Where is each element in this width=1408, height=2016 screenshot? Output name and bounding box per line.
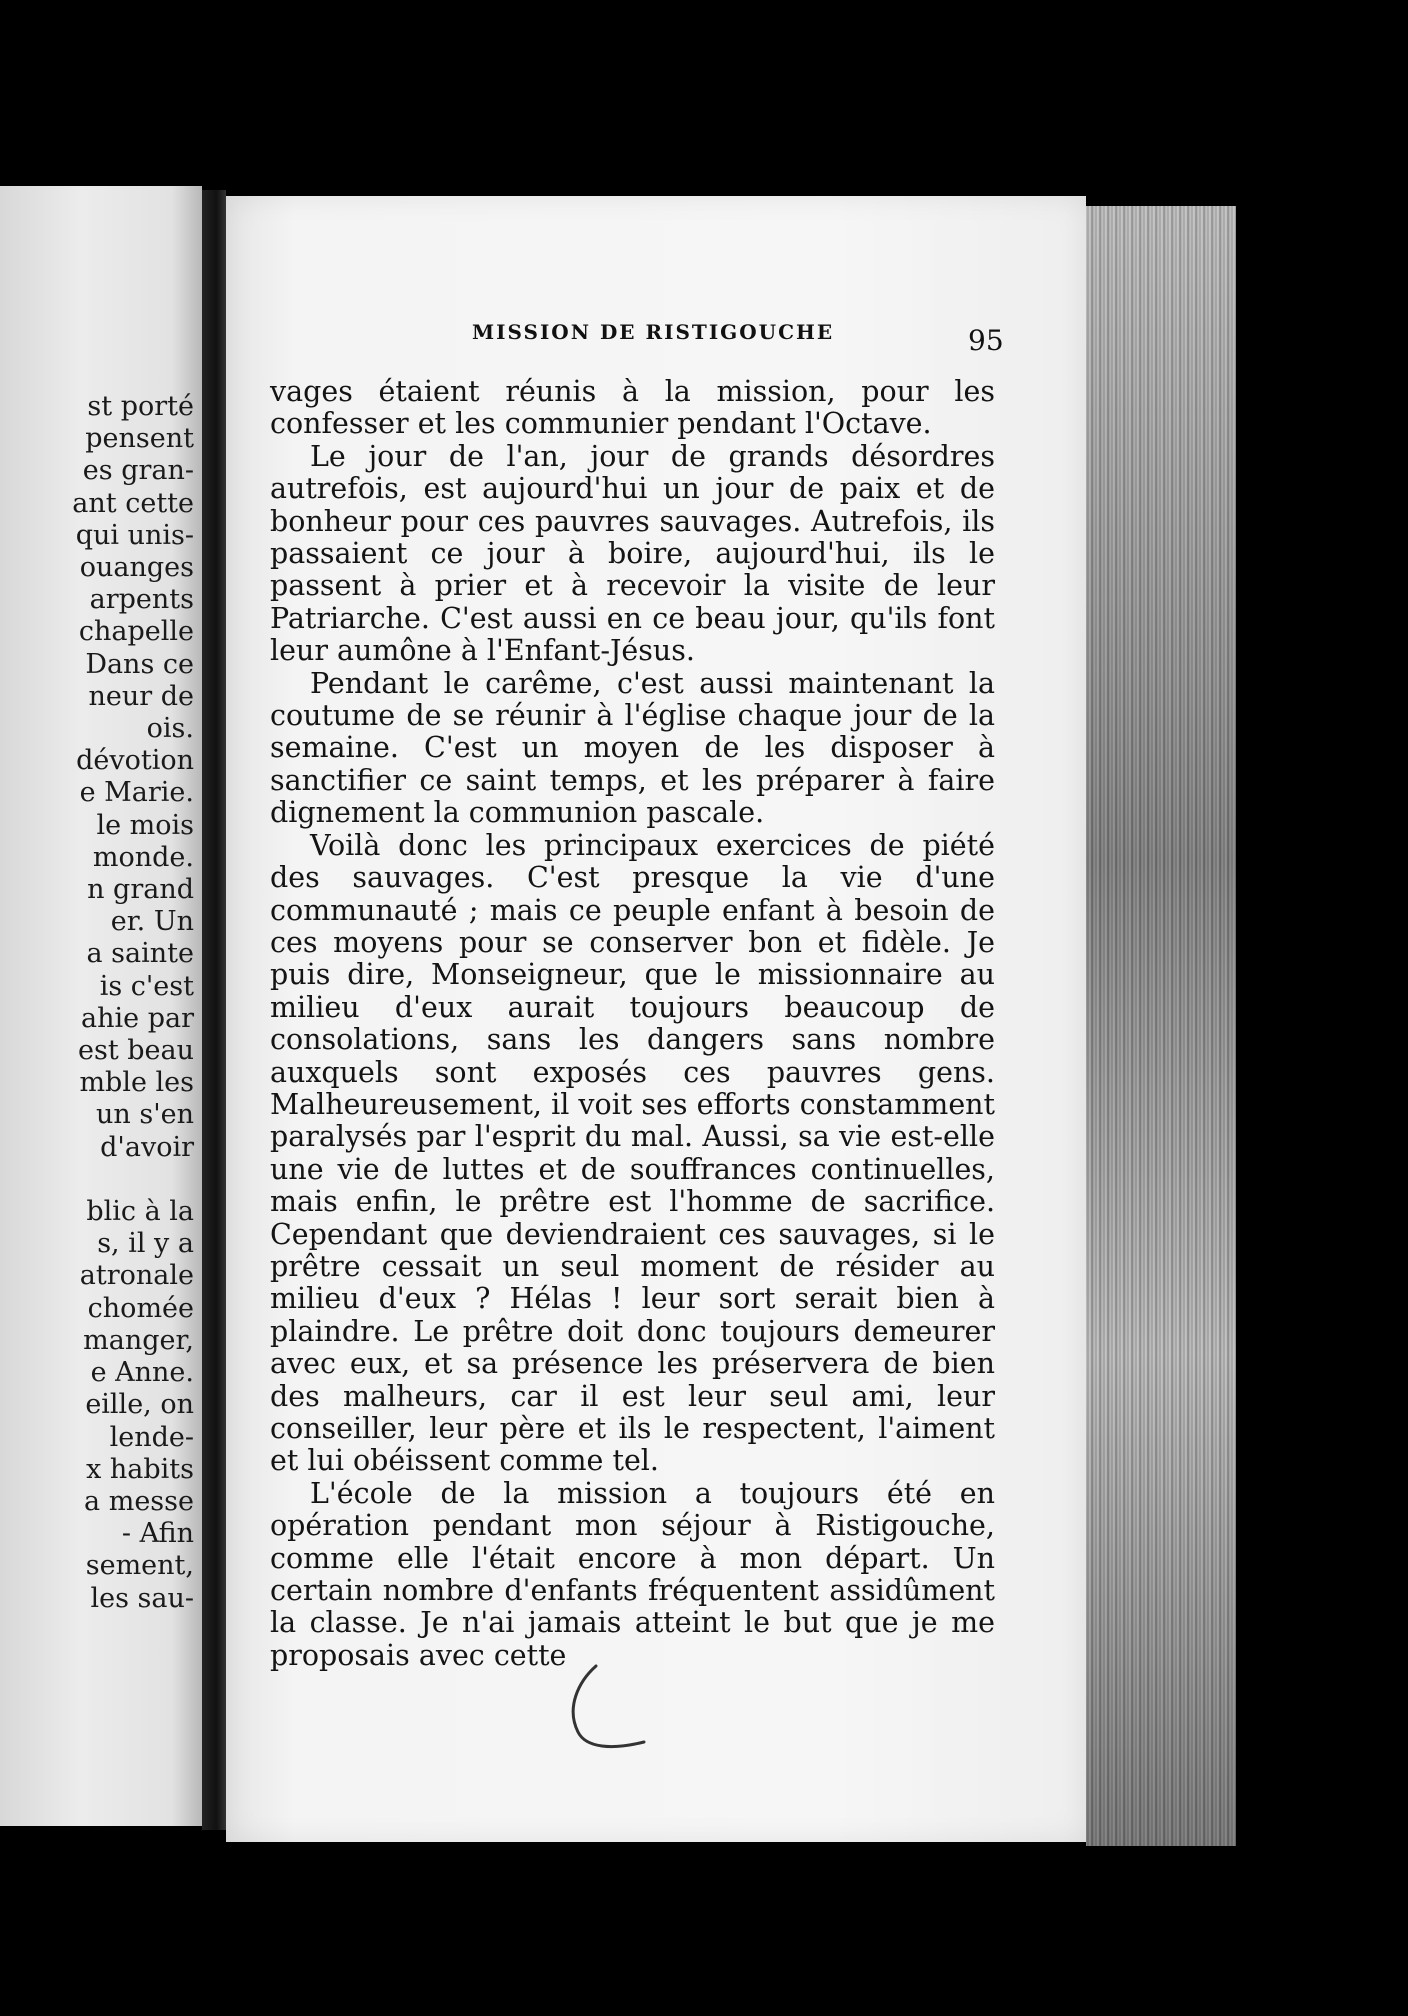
previous-page-line: Dans ce xyxy=(85,648,194,680)
page-edges xyxy=(1086,206,1236,1846)
previous-page-line: mble les xyxy=(79,1067,194,1099)
previous-page-line: ahie par xyxy=(81,1002,194,1034)
book-gutter xyxy=(202,190,226,1830)
previous-page-line: - Afin xyxy=(121,1518,194,1550)
previous-page-line: er. Un xyxy=(110,906,194,938)
previous-page-line: blic à la xyxy=(86,1196,194,1228)
previous-page-line: neur de xyxy=(88,680,194,712)
previous-page xyxy=(0,186,202,1826)
previous-page-line: est beau xyxy=(77,1035,194,1067)
previous-page-line: n grand xyxy=(87,874,194,906)
previous-page-line: pensent xyxy=(85,423,194,455)
paragraph: vages étaient réunis à la mission, pour les confesser et les communier pendant l'Octave. xyxy=(270,375,995,441)
page-number: 95 xyxy=(968,324,1004,357)
previous-page-line: dévotion xyxy=(76,745,194,777)
paragraph: Pendant le carême, c'est aussi maintenant la coutume de se réunir à l'église chaque jour de la semaine. C'est un moyen de les disposer à sanctifier ce saint temps, et les préparer à faire dignement la communion pascale. xyxy=(270,666,995,830)
previous-page-line: ois. xyxy=(146,713,194,745)
running-head: MISSION DE RISTIGOUCHE xyxy=(472,320,835,344)
previous-page-line: lende- xyxy=(109,1421,194,1453)
previous-page-line: atronale xyxy=(79,1260,194,1292)
previous-page-line: eille, on xyxy=(85,1389,194,1421)
previous-page-line: manger, xyxy=(83,1324,194,1356)
previous-page-line: a sainte xyxy=(86,938,194,970)
previous-page-line: arpents xyxy=(89,584,194,616)
previous-page-line: chomée xyxy=(87,1292,194,1324)
previous-page-line: qui unis- xyxy=(75,519,194,551)
previous-page-text xyxy=(72,391,194,1615)
previous-page-line: ouanges xyxy=(79,552,194,584)
previous-page-line: sement, xyxy=(85,1550,194,1582)
previous-page-line: les sau- xyxy=(90,1582,194,1614)
paragraph: L'école de la mission a toujours été en opération pendant mon séjour à Ristigouche, comme elle l'était encore à mon départ. Un certain nombre d'enfants fréquentent assidûment la classe. Je n'ai jamais atteint le but que je me proposais avec cette xyxy=(270,1476,995,1672)
paragraph: Le jour de l'an, jour de grands désordres autrefois, est aujourd'hui un jour de paix et de bonheur pour ces pauvres sauvages. Autrefois, ils passaient ce jour à boire, aujourd'hui, ils le passent à prier et à recevoir la visite de leur Patriarche. C'est aussi en ce beau jour, qu'ils font leur aumône à l'Enfant-Jésus. xyxy=(270,439,995,668)
previous-page-line: d'avoir xyxy=(100,1131,194,1163)
previous-page-line xyxy=(72,1164,194,1196)
previous-page-line: un s'en xyxy=(95,1099,194,1131)
previous-page-line: e Anne. xyxy=(90,1357,194,1389)
previous-page-line: st porté xyxy=(87,391,194,422)
previous-page-line: e Marie. xyxy=(79,777,194,809)
previous-page-line: a messe xyxy=(84,1485,194,1517)
pencil-mark-icon xyxy=(556,1660,666,1756)
previous-page-line: monde. xyxy=(92,841,194,873)
previous-page-line: le mois xyxy=(96,809,194,841)
previous-page-line: ant cette xyxy=(72,487,194,519)
previous-page-line: is c'est xyxy=(99,970,194,1002)
paragraph: Voilà donc les principaux exercices de piété des sauvages. C'est presque la vie d'une communauté ; mais ce peuple enfant à besoin de ces moyens pour se conserver bon et fidèle. Je puis dire, Monseigneur, que le missionnaire au milieu d'eux aurait toujours beaucoup de consolations, sans les dangers sans nombre auxquels sont exposés ces pauvres gens. Malheureusement, il voit ses efforts constamment paralysés par l'esprit du mal. Aussi, sa vie est-elle une vie de luttes et de souffrances continuelles, mais enfin, le prêtre est l'homme de sacrifice. Cependant que deviendraient ces sauvages, si le prêtre cessait un seul moment de résider au milieu d'eux ? Hélas ! leur sort serait bien à plaindre. Le prêtre doit donc toujours demeurer avec eux, et sa présence les préservera de bien des malheurs, car il est leur seul ami, leur conseiller, leur père et ils le respectent, l'aiment et lui obéissent comme tel. xyxy=(270,828,995,1478)
previous-page-line: s, il y a xyxy=(97,1228,194,1260)
previous-page-line: es gran- xyxy=(82,455,194,487)
previous-page-line: chapelle xyxy=(78,616,194,648)
page-body xyxy=(270,376,995,1672)
previous-page-line: x habits xyxy=(86,1453,194,1485)
